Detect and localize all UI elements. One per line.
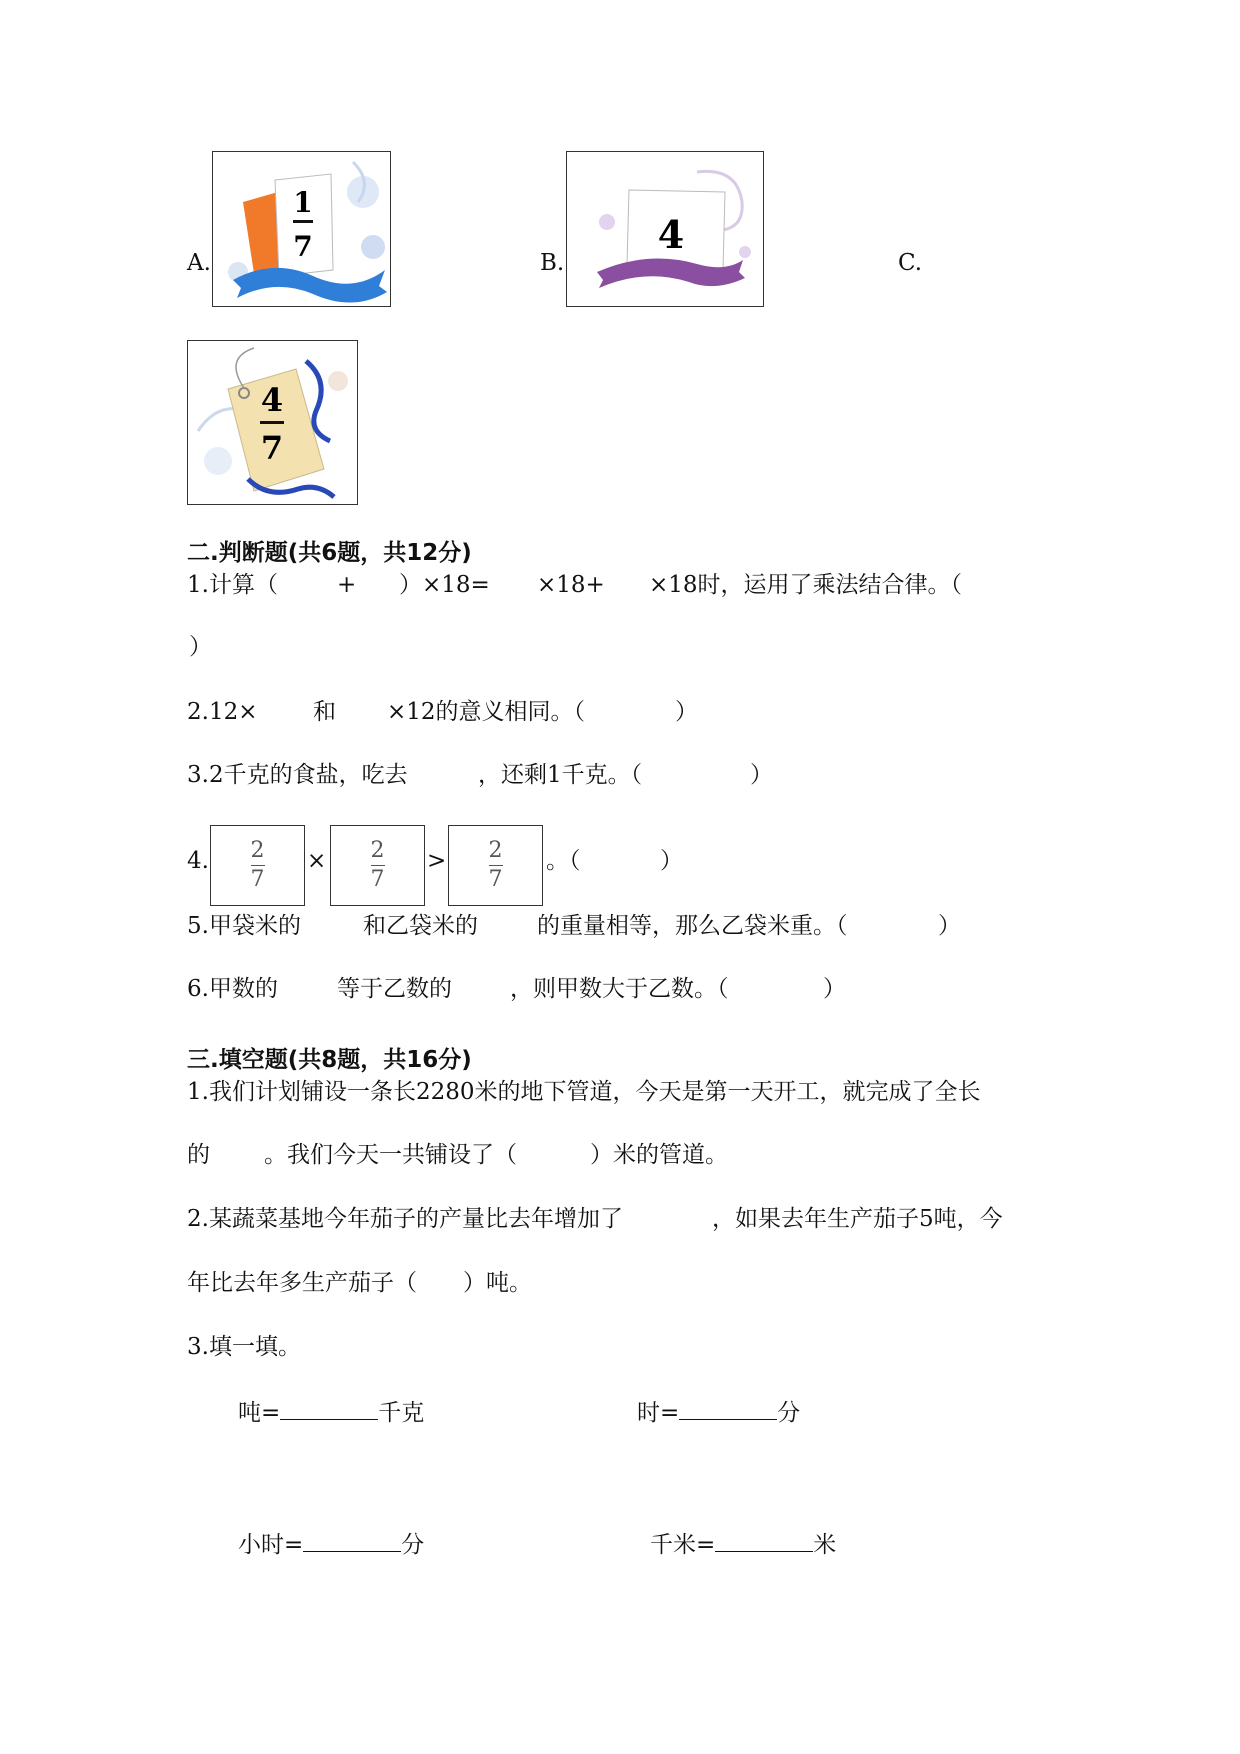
option-a-numerator: 1 (293, 186, 313, 219)
q2-2-part-b: 和 (313, 699, 336, 725)
fraction-bar (251, 865, 265, 867)
q2-3-part-b: ，还剩1千克。（ (478, 762, 643, 788)
fraction-denominator: 7 (370, 867, 385, 893)
option-a-label: A. (187, 250, 211, 276)
q2-4-tail: 。（ (546, 848, 581, 874)
q3-2-line-2: 年比去年多生产茄子（ ）吨。 (187, 1270, 532, 1296)
item-prefix: 小时= (238, 1532, 304, 1558)
item-suffix: 千克 (378, 1400, 425, 1426)
option-c-card[interactable] (187, 340, 358, 505)
q3-3-title: 3.填一填。 (187, 1334, 301, 1360)
q2-1-part-d: ×18+ (537, 572, 605, 598)
q3-3-item-1 (238, 1397, 424, 1428)
q2-4-close: ） (660, 848, 683, 874)
q2-4-fraction-box-3 (448, 825, 543, 906)
q2-6-part-b: 等于乙数的 (337, 976, 452, 1002)
fraction-numerator: 2 (250, 837, 265, 863)
item-prefix: 吨= (238, 1400, 281, 1426)
q2-2-part-a: 2.12× (187, 699, 258, 725)
q3-3-item-3 (238, 1529, 424, 1560)
option-b-label: B. (540, 250, 565, 276)
q2-5-close: ） (938, 913, 961, 939)
q3-2-part-a: 2.某蔬菜基地今年茄子的产量比去年增加了 (187, 1206, 623, 1232)
q2-4-greater-sign: > (427, 848, 447, 874)
q2-3-close: ） (750, 762, 773, 788)
q2-2-close: ） (675, 699, 698, 725)
option-a-card[interactable] (212, 151, 391, 307)
q2-5-part-b: 和乙袋米的 (363, 913, 478, 939)
q3-1-line-1: 1.我们计划铺设一条长2280米的地下管道，今天是第一天开工，就完成了全长 (187, 1079, 981, 1105)
option-c-picture (188, 341, 358, 505)
fraction-denominator: 7 (250, 867, 265, 893)
fraction-numerator: 2 (370, 837, 385, 863)
q2-5-part-c: 的重量相等，那么乙袋米重。（ (537, 913, 848, 939)
option-a-picture (213, 152, 391, 307)
answer-blank[interactable] (280, 1397, 378, 1420)
q2-1-part-e: ×18时，运用了乘法结合律。（ (649, 572, 963, 598)
fraction-denominator: 7 (488, 867, 503, 893)
q2-4-number: 4. (187, 848, 209, 874)
option-b-picture (567, 152, 764, 307)
q3-1-part-c: ）米的管道。 (590, 1142, 728, 1168)
fraction-bar (371, 865, 385, 867)
q2-5-part-a: 5.甲袋米的 (187, 913, 301, 939)
q2-3-part-a: 3.2千克的食盐，吃去 (187, 762, 408, 788)
answer-blank[interactable] (679, 1397, 777, 1420)
item-suffix: 分 (777, 1400, 801, 1426)
item-prefix: 千米= (650, 1532, 716, 1558)
option-a-denominator: 7 (293, 230, 313, 263)
answer-blank[interactable] (303, 1529, 401, 1552)
option-b-value: 4 (657, 212, 685, 257)
option-c-denominator: 7 (260, 429, 284, 467)
q3-2-part-b: ，如果去年生产茄子5吨，今 (712, 1206, 1003, 1232)
q2-4-times-sign: × (307, 848, 327, 874)
q3-1-part-a: 的 (187, 1142, 210, 1168)
q2-6-part-a: 6.甲数的 (187, 976, 278, 1002)
q3-3-item-2 (637, 1397, 800, 1428)
q2-1-part-a: 1.计算（ (187, 572, 278, 598)
q3-1-part-b: 。我们今天一共铺设了（ (264, 1142, 517, 1168)
q2-1-part-b: + (337, 572, 357, 598)
q3-3-item-4 (650, 1529, 836, 1560)
q2-4-fraction-box-2 (330, 825, 425, 906)
item-prefix: 时= (637, 1400, 680, 1426)
q2-4-fraction-box-1 (210, 825, 305, 906)
section-2-title: 二.判断题(共6题，共12分) (187, 540, 472, 566)
q2-2-part-c: ×12的意义相同。（ (387, 699, 586, 725)
q2-6-close: ） (823, 976, 846, 1002)
answer-blank[interactable] (715, 1529, 813, 1552)
fraction-bar (489, 865, 503, 867)
item-suffix: 米 (813, 1532, 837, 1558)
q2-6-part-c: ，则甲数大于乙数。（ (510, 976, 729, 1002)
q2-1-part-c: ）×18= (399, 572, 490, 598)
option-c-numerator: 4 (260, 381, 284, 419)
fraction-numerator: 2 (488, 837, 503, 863)
q2-1-close: ） (189, 634, 212, 660)
section-3-title: 三.填空题(共8题，共16分) (187, 1047, 472, 1073)
option-c-label: C. (898, 250, 923, 276)
item-suffix: 分 (401, 1532, 425, 1558)
option-b-card[interactable] (566, 151, 764, 307)
